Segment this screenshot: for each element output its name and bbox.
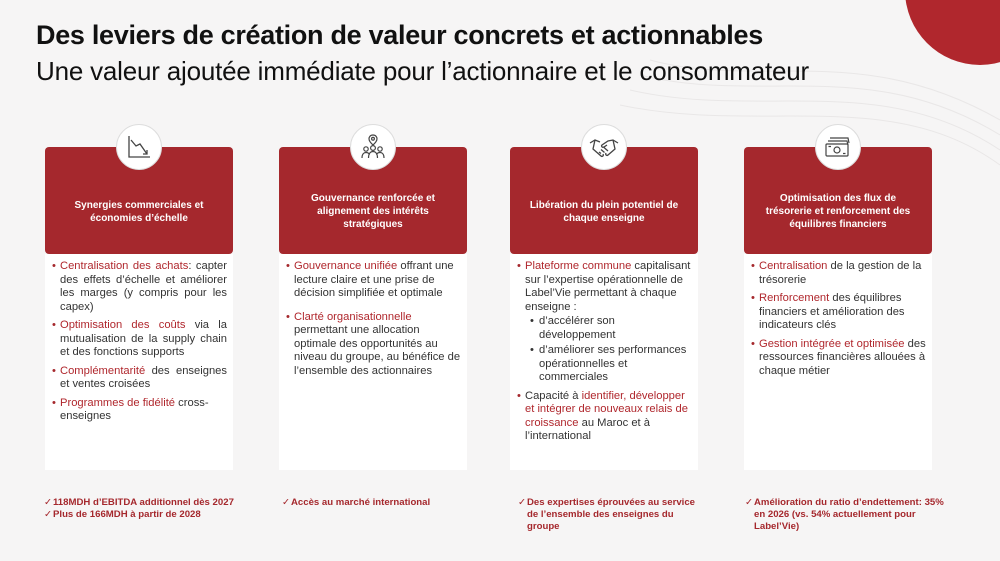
handshake-icon bbox=[581, 124, 627, 170]
list-item bbox=[752, 292, 926, 333]
governance-people-icon bbox=[350, 124, 396, 170]
column-body bbox=[510, 254, 698, 470]
footer-line bbox=[745, 497, 945, 533]
highlight-text: Complémentarité bbox=[60, 364, 146, 377]
sub-list-item: • d’accélérer son développement bbox=[525, 315, 692, 342]
highlight-text: Plateforme commune bbox=[525, 260, 632, 272]
item-text: cross-enseignes bbox=[60, 396, 209, 422]
footer-text: Plus de 166MDH à partir de 2028 bbox=[53, 509, 201, 520]
list-item bbox=[752, 338, 926, 379]
list-item bbox=[518, 390, 692, 444]
item-text: de la gestion de la trésorerie bbox=[759, 260, 922, 286]
footer-text: Des expertises éprouvées au service de l’ensemble des enseignes du groupe bbox=[527, 497, 695, 532]
item-text: via la mutualisation de la supply chain et des fonctions supports bbox=[60, 319, 227, 358]
item-text: : capter des effets d’échelle et améliorer les marges (y compris pour les capex) bbox=[60, 260, 227, 313]
highlight-text: Centralisation bbox=[759, 260, 828, 272]
item-text: permettant une allocation optimale des opportunités au niveau du groupe, au bénéfice de l’ensemble des actionnaires bbox=[294, 324, 461, 377]
slide-subtitle: Une valeur ajoutée immédiate pour l’actionnaire et le consommateur bbox=[36, 56, 809, 86]
check-icon: ✓ bbox=[44, 497, 53, 508]
item-text: des ressources financières allouées à chaque métier bbox=[759, 337, 926, 377]
item-text: des équilibres financiers et amélioration des indicateurs clés bbox=[759, 292, 905, 331]
column-body bbox=[45, 254, 233, 470]
check-icon: ✓ bbox=[745, 497, 754, 508]
column-header-text: Gouvernance renforcée et alignement des intérêts stratégiques bbox=[311, 193, 435, 230]
footer-line bbox=[518, 497, 708, 533]
check-icon: ✓ bbox=[282, 497, 291, 508]
footer-line bbox=[44, 509, 234, 521]
chart-down-icon bbox=[116, 124, 162, 170]
highlight-text: Programmes de fidélité bbox=[60, 396, 176, 409]
footer-line bbox=[44, 497, 234, 509]
list-item bbox=[53, 365, 227, 392]
decorative-circle bbox=[905, 0, 1000, 65]
footer-line bbox=[282, 497, 472, 509]
highlight-text: Renforcement bbox=[759, 292, 830, 304]
highlight-text: Clarté organisationnelle bbox=[294, 310, 412, 323]
highlight-text: Gestion intégrée et optimisée bbox=[759, 337, 905, 350]
column-header-text: Optimisation des flux de trésorerie et renforcement des équilibres financiers bbox=[765, 193, 911, 230]
list-item bbox=[752, 260, 926, 287]
footer-text: Amélioration du ratio d’endettement: 35% en 2026 (vs. 54% actuellement pour Label’Vie) bbox=[754, 497, 944, 532]
money-icon bbox=[815, 124, 861, 170]
highlight-text: identifier, développer et intégrer de nouveaux relais de croissance bbox=[525, 389, 688, 429]
slide-title: Des leviers de création de valeur concrets et actionnables bbox=[36, 20, 763, 50]
column-body bbox=[744, 254, 932, 470]
highlight-text: Centralisation des achats bbox=[60, 260, 189, 272]
highlight-text: Gouvernance unifiée bbox=[294, 260, 398, 272]
check-icon: ✓ bbox=[44, 509, 53, 520]
item-text: capitalisant sur l’expertise opérationnelle de Label’Vie permettant à chaque enseigne : bbox=[525, 260, 691, 313]
item-text: offrant une lecture claire et une prise de décision simplifiée et optimale bbox=[294, 260, 454, 299]
item-text: des enseignes et ventes croisées bbox=[60, 364, 227, 390]
list-item bbox=[287, 311, 461, 379]
column-footer bbox=[745, 497, 945, 533]
item-text: Capacité à bbox=[525, 389, 582, 402]
footer-text: 118MDH d’EBITDA additionnel dès 2027 bbox=[53, 497, 234, 508]
column-body bbox=[279, 254, 467, 470]
list-item bbox=[53, 319, 227, 360]
column-header-text: Synergies commerciales et économies d’échelle bbox=[74, 199, 204, 224]
list-item bbox=[287, 260, 461, 301]
footer-text: Accès au marché international bbox=[291, 497, 431, 508]
check-icon: ✓ bbox=[518, 497, 527, 508]
list-item bbox=[518, 260, 692, 385]
column-header-text: Libération du plein potentiel de chaque enseigne bbox=[529, 199, 679, 224]
sub-list-item: • d’améliorer ses performances opérationnelles et commerciales bbox=[525, 344, 692, 385]
highlight-text: Optimisation des coûts bbox=[60, 319, 186, 331]
list-item bbox=[53, 397, 227, 424]
column-footer bbox=[44, 497, 234, 521]
column-footer bbox=[282, 497, 472, 509]
item-text: au Maroc et à l’international bbox=[525, 416, 650, 442]
list-item bbox=[53, 260, 227, 314]
column-footer bbox=[518, 497, 708, 533]
